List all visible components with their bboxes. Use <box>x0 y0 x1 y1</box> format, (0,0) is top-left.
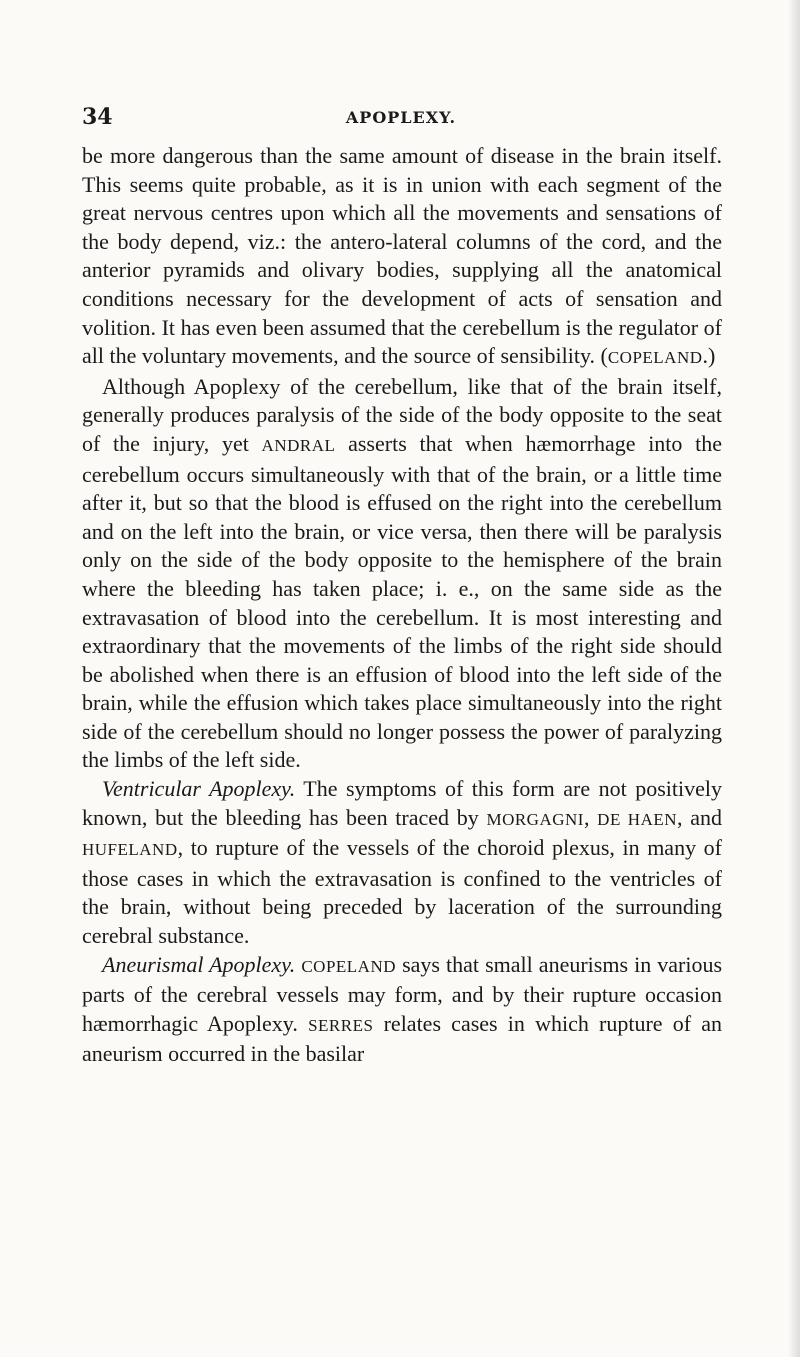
paragraph-ventricular-apoplexy <box>82 775 722 951</box>
author-de-haen: DE HAEN <box>597 809 678 829</box>
page-header <box>82 104 720 134</box>
paragraph-cerebellar-apoplexy <box>82 373 722 775</box>
page-edge-shadow <box>788 0 800 1357</box>
paragraph-aneurismal-apoplexy <box>82 951 722 1069</box>
text-run: asserts that when hæmorrhage into the cerebellum occurs simultaneously with that of the brain, or a little time after it, but so that the blood is effused on the right into the cerebellum and on the left into the brain, or vice versa, then there will be paralysis only on the side of the body opposite to the hemisphere of the brain where the bleeding has taken place; i. e., on the same side as the extravasation of blood into the cerebellum. It is most interesting and extraordinary that the movements of the limbs of the right side should be abolished when there is an effusion of blood into the left side of the brain, while the effusion which takes place simultaneously into the right side of the cerebellum should no longer possess the power of paralyzing the limbs of the left side. <box>82 430 723 773</box>
text-run: , to rupture of the vessels of the choroid plexus, in many of those cases in which the extravasation is confined to the ventricles of the brain, without being preceded by laceration of the surrounding cerebral substance. <box>82 835 722 949</box>
text-run: Although Apoplexy of the cerebellum, like that of the brain itself, generally produces paralysis of the side of the body opposite to the seat of the injury, yet <box>82 373 722 456</box>
author-andral: ANDRAL <box>261 435 336 455</box>
text-run: .) <box>702 343 716 369</box>
author-morgagni: MORGAGNI <box>486 809 584 829</box>
text-run: be more dangerous than the same amount of disease in the brain itself. This seems quite probable, as it is in union with each segment of the great nervous centres upon which all the movements and sensations of the body depend, viz.: the antero-lateral columns of the cord, and the anterior pyramids and olivary bodies, supplying all the anatomical conditions necessary for the development of acts of sensation and volition. It has even been assumed that the cerebellum is the regulator of all the voluntary movements, and the source of sensibility. ( <box>82 143 722 369</box>
text-run: says that small aneurisms in various parts of the cerebral vessels may form, and by their rupture occasion hæmorrhagic Apoplexy. <box>82 951 723 1036</box>
body-text <box>82 142 722 1069</box>
text-run: The symptoms of this form are not positively known, but the bleeding has been traced by <box>82 776 722 830</box>
author-copeland: COPELAND <box>301 956 396 976</box>
text-run: , <box>583 804 598 830</box>
author-hufeland: HUFELAND <box>82 840 178 860</box>
section-title-aneurismal: Aneurismal Apoplexy. <box>102 951 296 977</box>
paragraph-cerebellum-function <box>82 142 722 373</box>
section-title-ventricular: Ventricular Apoplexy. <box>102 776 296 802</box>
author-copeland: COPELAND <box>607 348 703 368</box>
page-number: 34 <box>82 104 113 130</box>
text-run: relates cases in which rupture of an aneurism occurred in the basilar <box>82 1010 722 1067</box>
running-title: APOPLEXY. <box>345 108 457 127</box>
text-run: , and <box>677 804 722 830</box>
author-serres: SERRES <box>308 1015 374 1035</box>
